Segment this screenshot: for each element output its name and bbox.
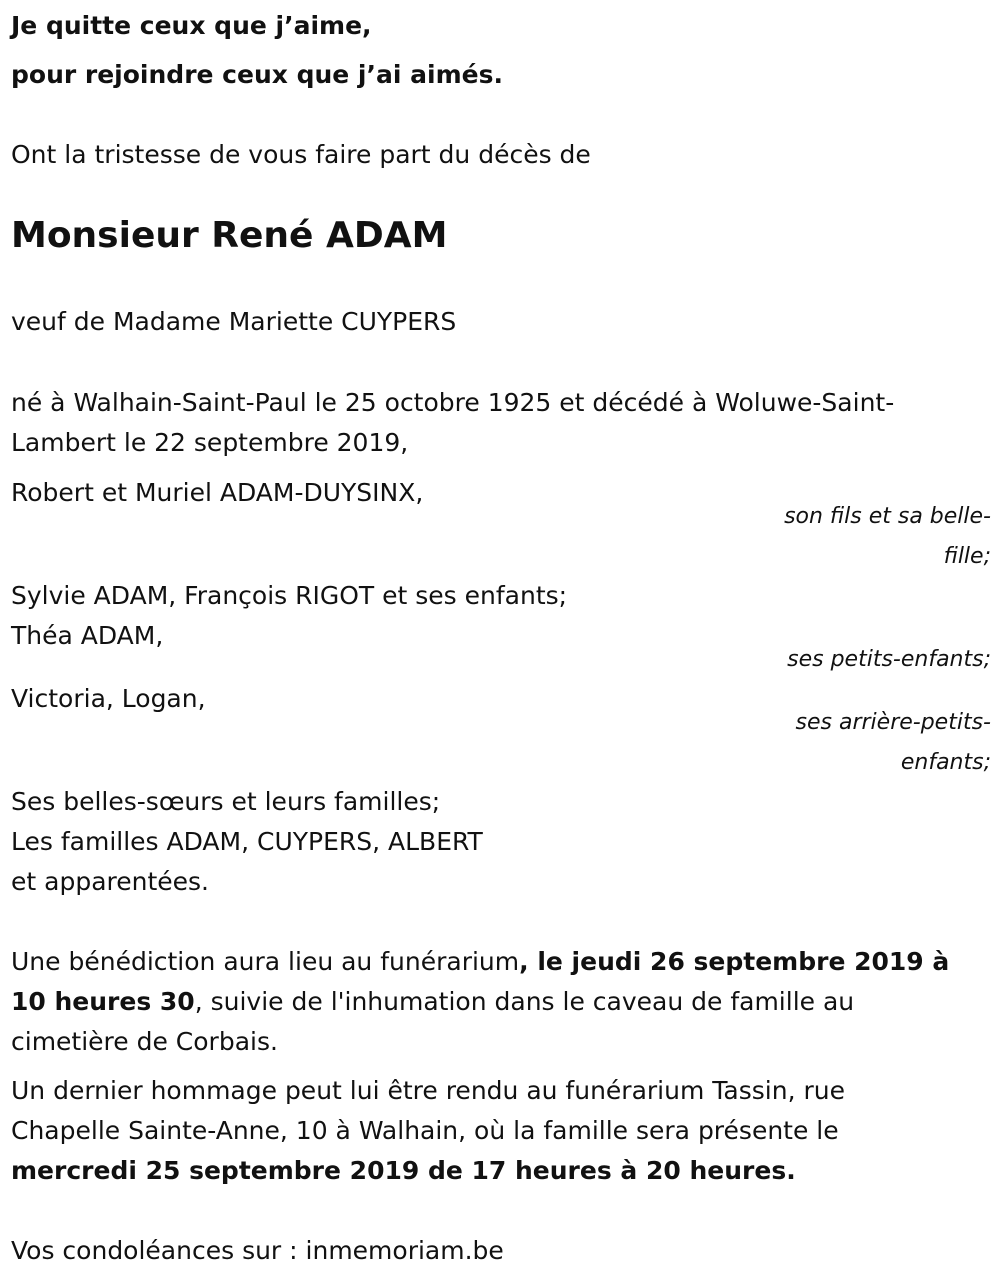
grandchildren-relation: ses petits-enfants; [787,647,991,672]
family-others-3: et apparentées. [11,867,209,896]
ceremony-burial-text: , suivie de l'inhumation dans le caveau de famille au [194,987,855,1016]
ceremony-location-text: Une bénédiction aura lieu au funérarium [11,947,520,976]
ceremony-time-text: 10 heures 30 [11,987,195,1016]
tribute-line-1: Un dernier hommage peut lui être rendu au funérarium Tassin, rue [11,1076,845,1105]
family-great-grandchildren: Victoria, Logan, [11,684,206,713]
great-grandchildren-relation-line-2: enfants; [900,750,991,775]
great-grandchildren-relation-line-1: ses arrière-petits- [795,710,991,735]
family-others-1: Ses belles-sœurs et leurs familles; [11,787,441,816]
intro-text: Ont la tristesse de vous faire part du décès de [11,140,591,169]
ceremony-date-text: , le jeudi 26 septembre 2019 à [519,947,950,976]
birth-death-line-2: Lambert le 22 septembre 2019, [11,428,409,457]
family-grandchild-2: Théa ADAM, [11,621,164,650]
family-others-2: Les familles ADAM, CUYPERS, ALBERT [11,827,483,856]
ceremony-line-1 [11,942,949,982]
family-grandchild-1: Sylvie ADAM, François RIGOT et ses enfants; [11,581,568,610]
family-children: Robert et Muriel ADAM-DUYSINX, [11,478,424,507]
deceased-name: Monsieur René ADAM [11,215,448,256]
epigraph-line-2: pour rejoindre ceux que j’ai aimés. [11,60,503,89]
epigraph-line-1: Je quitte ceux que j’aime, [11,11,372,40]
tribute-line-2: Chapelle Sainte-Anne, 10 à Walhain, où la famille sera présente le [11,1116,839,1145]
children-relation-line-1: son fils et sa belle- [784,504,991,529]
tribute-line-3: mercredi 25 septembre 2019 de 17 heures à 20 heures. [11,1156,796,1185]
ceremony-line-2 [11,982,854,1022]
spouse-text: veuf de Madame Mariette CUYPERS [11,307,457,336]
condolences-text: Vos condoléances sur : inmemoriam.be [11,1236,504,1265]
birth-death-line-1: né à Walhain-Saint-Paul le 25 octobre 1925 et décédé à Woluwe-Saint- [11,388,895,417]
children-relation-line-2: fille; [943,544,991,569]
ceremony-line-3: cimetière de Corbais. [11,1027,278,1056]
